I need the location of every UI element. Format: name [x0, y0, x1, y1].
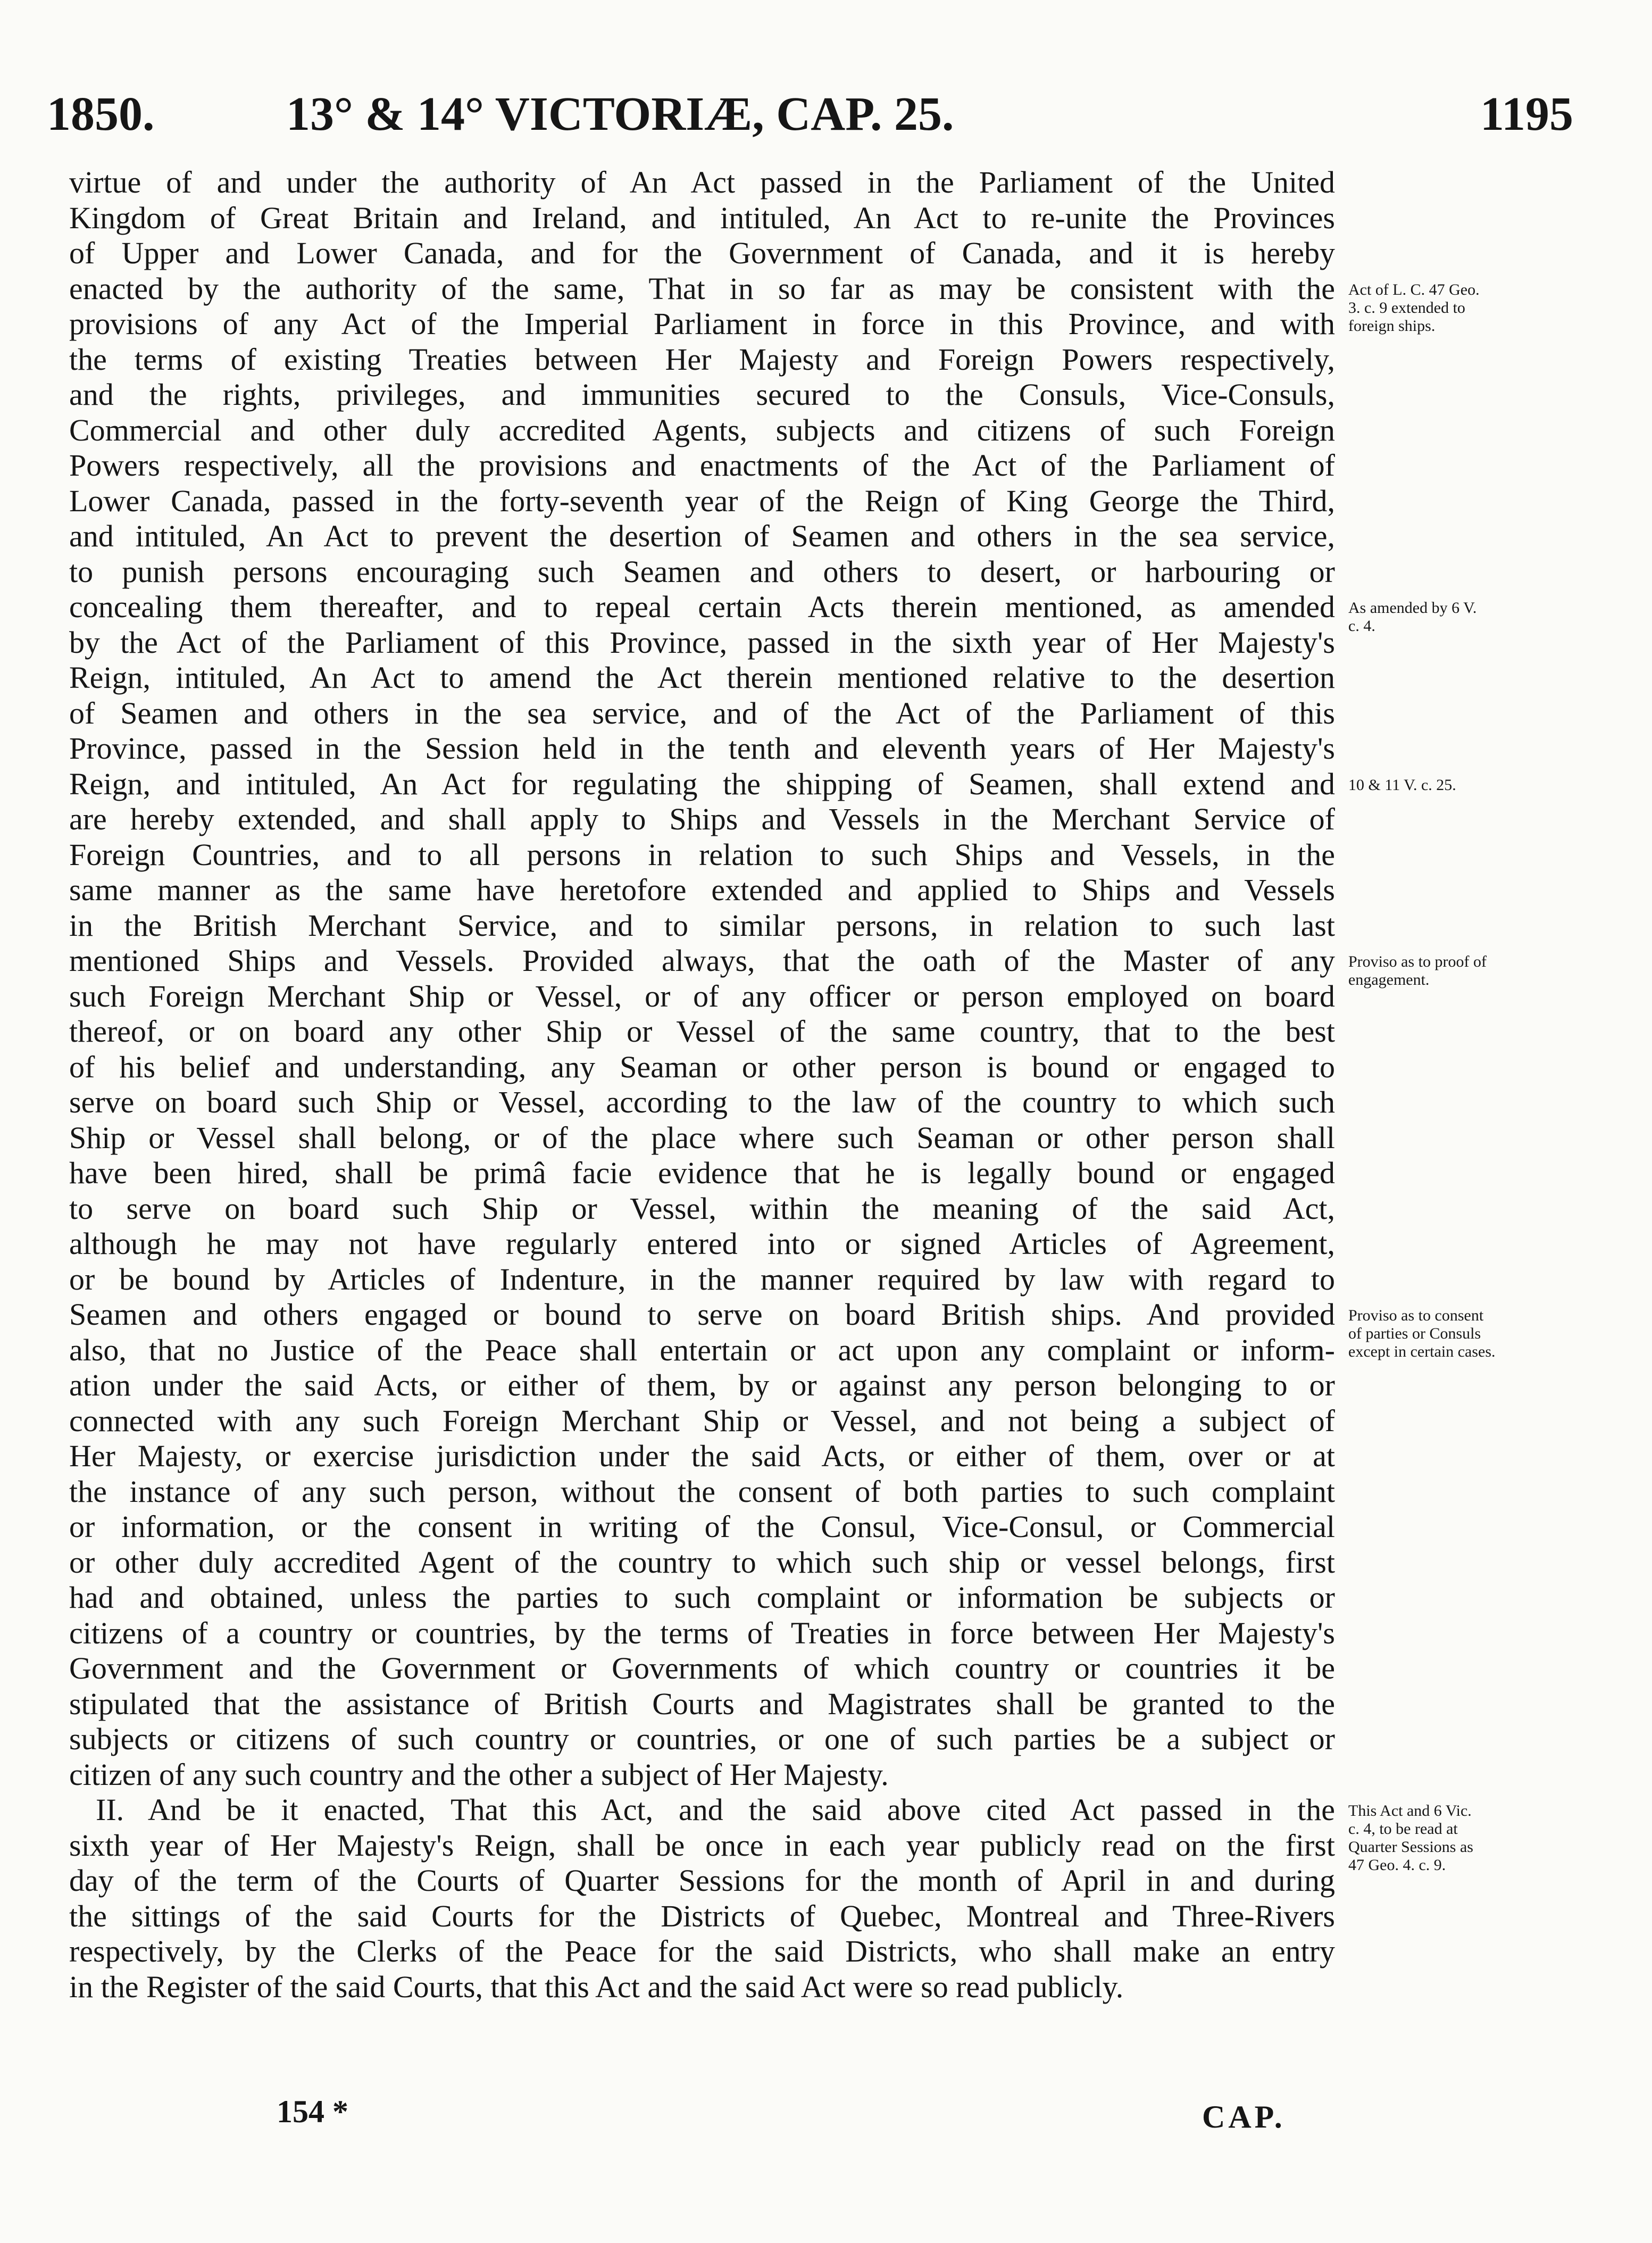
page-number: 1195 [1480, 88, 1573, 140]
margin-note-line: 10 & 11 V. c. 25. [1348, 776, 1456, 794]
text-line: enacted by the authority of the same, That in so far as may be consistent with the [69, 271, 1335, 306]
text-line: of his belief and understanding, any Seaman or other person is bound or engaged to [69, 1049, 1335, 1084]
text-line: ation under the said Acts, or either of them, by or against any person belonging to or [69, 1368, 1335, 1402]
margin-note-line: Act of L. C. 47 Geo. [1348, 280, 1480, 298]
margin-note-line: Proviso as to consent [1348, 1307, 1484, 1324]
margin-note-line: This Act and 6 Vic. [1348, 1802, 1472, 1820]
text-line: Seamen and others engaged or bound to serve on board British ships. And provided [69, 1297, 1335, 1332]
text-line: have been hired, shall be primâ facie evidence that he is legally bound or engaged [69, 1156, 1335, 1190]
margin-note-line: foreign ships. [1348, 317, 1436, 335]
text-line: Her Majesty, or exercise jurisdiction under the said Acts, or either of them, over or at [69, 1439, 1335, 1473]
text-line: or information, or the consent in writing of the Consul, Vice-Consul, or Commercial [69, 1509, 1335, 1544]
margin-note-line: engagement. [1348, 971, 1430, 988]
margin-note-line: except in certain cases. [1348, 1343, 1496, 1360]
text-line: of Seamen and others in the sea service, and of the Act of the Parliament of this [69, 695, 1335, 730]
text-line: although he may not have regularly entered into or signed Articles of Agreement, [69, 1226, 1335, 1261]
text-line: to punish persons encouraging such Seamen and others to desert, or harbouring or [69, 554, 1335, 589]
margin-note-line: Proviso as to proof of [1348, 953, 1487, 970]
text-line: thereof, or on board any other Ship or Vessel of the same country, that to the best [69, 1014, 1335, 1049]
text-line: Foreign Countries, and to all persons in relation to such Ships and Vessels, in the [69, 837, 1335, 872]
margin-note-line: Quarter Sessions as [1348, 1838, 1473, 1856]
text-line: virtue of and under the authority of An Act passed in the Parliament of the United [69, 165, 1335, 200]
text-line: concealing them thereafter, and to repeal certain Acts therein mentioned, as amended [69, 589, 1335, 624]
statute-text [69, 165, 1335, 2005]
text-line: and intituled, An Act to prevent the desertion of Seamen and others in the sea service, [69, 519, 1335, 553]
margin-note-line: of parties or Consuls [1348, 1325, 1481, 1342]
text-line: respectively, by the Clerks of the Peace for the said Districts, who shall make an entry [69, 1934, 1335, 1968]
margin-note-line: As amended by 6 V. [1348, 599, 1477, 617]
text-line: the terms of existing Treaties between Her Majesty and Foreign Powers respectively, [69, 342, 1335, 377]
text-line: Reign, and intituled, An Act for regulating the shipping of Seamen, shall extend and [69, 766, 1335, 801]
text-line: also, that no Justice of the Peace shall entertain or act upon any complaint or inform- [69, 1332, 1335, 1367]
text-line: sixth year of Her Majesty's Reign, shall be once in each year publicly read on the first [69, 1827, 1335, 1863]
margin-note [1348, 599, 1561, 635]
header-year: 1850. [47, 88, 155, 140]
margin-note [1348, 776, 1561, 794]
margin-note [1348, 953, 1561, 989]
text-line: or other duly accredited Agent of the country to which such ship or vessel belongs, first [69, 1544, 1335, 1580]
text-line: provisions of any Act of the Imperial Parliament in force in this Province, and with [69, 306, 1335, 341]
text-line: same manner as the same have heretofore extended and applied to Ships and Vessels [69, 873, 1335, 907]
text-line: mentioned Ships and Vessels. Provided always, that the oath of the Master of any [69, 943, 1335, 978]
text-line: Commercial and other duly accredited Agents, subjects and citizens of such Foreign [69, 412, 1335, 447]
text-line: citizen of any such country and the other a subject of Her Majesty. [69, 1757, 889, 1792]
text-line: stipulated that the assistance of British Courts and Magistrates shall be granted to the [69, 1686, 1335, 1721]
text-line: to serve on board such Ship or Vessel, within the meaning of the said Act, [69, 1191, 1335, 1226]
text-line: such Foreign Merchant Ship or Vessel, or of any officer or person employed on board [69, 978, 1335, 1013]
margin-note-line: c. 4, to be read at [1348, 1820, 1458, 1838]
text-line: by the Act of the Parliament of this Province, passed in the sixth year of Her Majesty's [69, 625, 1335, 660]
margin-note [1348, 1802, 1561, 1874]
text-line: of Upper and Lower Canada, and for the Government of Canada, and it is hereby [69, 236, 1335, 270]
text-line: day of the term of the Courts of Quarter Sessions for the month of April in and during [69, 1863, 1335, 1898]
text-line: Powers respectively, all the provisions and enactments of the Act of the Parliament of [69, 448, 1335, 483]
running-header [47, 85, 1573, 149]
text-line: Kingdom of Great Britain and Ireland, and intituled, An Act to re-unite the Provinces [69, 200, 1335, 235]
text-line: subjects or citizens of such country or countries, or one of such parties be a subject or [69, 1722, 1335, 1756]
margin-note-line: c. 4. [1348, 617, 1375, 635]
text-line: Reign, intituled, An Act to amend the Act therein mentioned relative to the desertion [69, 660, 1335, 695]
text-line: Lower Canada, passed in the forty-seventh year of the Reign of King George the Third, [69, 483, 1335, 518]
catchword: CAP. [1202, 2099, 1286, 2134]
text-line: and the rights, privileges, and immunities secured to the Consuls, Vice-Consuls, [69, 377, 1335, 412]
text-line: connected with any such Foreign Merchant Ship or Vessel, and not being a subject of [69, 1403, 1335, 1438]
text-line: serve on board such Ship or Vessel, according to the law of the country to which such [69, 1085, 1335, 1119]
margin-note-line: 47 Geo. 4. c. 9. [1348, 1856, 1446, 1874]
text-line: in the Register of the said Courts, that this Act and the said Act were so read publicly. [69, 1969, 1124, 2004]
text-line: are hereby extended, and shall apply to Ships and Vessels in the Merchant Service of [69, 802, 1335, 836]
signature-mark: 154 * [277, 2094, 348, 2129]
margin-note-line: 3. c. 9 extended to [1348, 298, 1465, 317]
margin-note [1348, 1307, 1561, 1361]
text-line: II. And be it enacted, That this Act, and the said above cited Act passed in the [96, 1792, 1335, 1827]
text-line: Government and the Government or Governments of which country or countries it be [69, 1651, 1335, 1685]
text-line: the instance of any such person, without the consent of both parties to such complaint [69, 1474, 1335, 1509]
header-title: 13° & 14° VICTORIÆ, CAP. 25. [286, 88, 954, 140]
text-line: or be bound by Articles of Indenture, in the manner required by law with regard to [69, 1261, 1335, 1297]
text-line: Ship or Vessel shall belong, or of the place where such Seaman or other person shall [69, 1120, 1335, 1155]
margin-note [1348, 281, 1561, 335]
text-line: had and obtained, unless the parties to such complaint or information be subjects or [69, 1580, 1335, 1615]
text-line: in the British Merchant Service, and to similar persons, in relation to such last [69, 908, 1335, 943]
text-line: the sittings of the said Courts for the Districts of Quebec, Montreal and Three-Rivers [69, 1898, 1335, 1933]
text-line: citizens of a country or countries, by the terms of Treaties in force between Her Majesty's [69, 1615, 1335, 1650]
text-line: Province, passed in the Session held in the tenth and eleventh years of Her Majesty's [69, 731, 1335, 766]
